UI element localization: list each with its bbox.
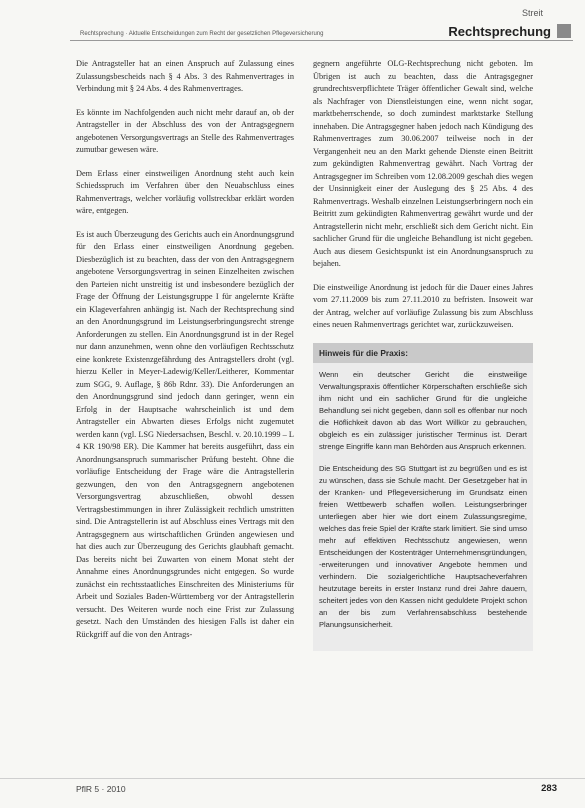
paragraph: gegnern angeführte OLG-Rechtsprechung nicht geboten. Im Übrigen ist auch zu beachten, dass die Antragsgegner grundrechtsverpflichtete Träger öffentlicher Gewalt sind, welche als Nachfrager von Dienstleistungen eine, wenn nicht sogar, marktbeherrschende, so doch zumindest marktstarke Stellung innehaben. Die Antragsgegner haben jedoch nach Kündigung des Rahmenvertrages zum 30.06.2007 teilweise noch in der Vergangenheit neu an den Markt gehende Dienste einen Beitritt zum gekündigten Rahmenvertrag gewährt. Nach Vortrag der Antragsgegner im Schreiben vom 12.08.2009 geschah dies wegen der Unsinnigkeit einer der Auslegung des § 25 Abs. 4 des Rahmenvertrags. Weshalb einzelnen Leistungserbringern noch ein Beitritt zum gekündigten Rahmenvertrag gewährt wurde und der Antragstellerin nicht mehr, erschließt sich dem Gericht nicht. Ein sachlicher Grund für die ungleiche Behandlung ist nicht gegeben. Auch aus diesem Gesichtspunkt ist ein Anordnungsanspruch zu bejahen. xyxy=(313,59,533,268)
page-header xyxy=(70,6,573,46)
header-bar xyxy=(70,22,573,41)
paragraph: Die einstweilige Anordnung ist jedoch für die Dauer eines Jahres vom 27.11.2009 bis zum 27.11.2010 zu befristen. Insoweit war der Antrag, welcher auf vorläufige Zulassung bis zum Abschluss eines neuen Rahmenvertrags gerichtet war, zurückzuweisen. xyxy=(313,282,533,329)
practice-note-paragraph: Wenn ein deutscher Gericht die einstweilige Verwaltungspraxis öffentlicher Körperschaften erschließe sich ihm nicht und ein sachlicher Grund für die ungleiche Behandlung sei nicht gegeben, dann soll es offenbar nur noch die Höflichkeit davon ab das Wort Willkür zu gebrauchen, obgleich es ein zulässiger juristischer Terminus ist. Derart strenge Eingriffe kann man Behörden aus Anspruch erkennen. xyxy=(319,370,527,451)
paragraph: Es ist auch Überzeugung des Gerichts auch ein Anordnungsgrund für den Erlass einer einstweiligen Anordnung gegeben. Diesbezüglich ist zu beachten, dass der von den Antragsgegnern angebotene Versorgungsvertrag in seinen Einzelheiten zwischen den Parteien nicht unstreitig ist und insbesondere bezüglich der Frage der Öffnung der Leistungsgruppe I für angelernte Kräfte ein Klageverfahren anhängig ist. Nach der Rechtsprechung sind an den Anordnungsgrund im Leistungserbringungsrecht strenge Anforderungen zu stellen. Ein Anordnungsgrund ist in der Regel nur dann anzunehmen, wenn ohne den vorläufigen Rechtsschutz eine konkrete Existenzgefährdung des Antragstellers droht (vgl. hierzu Keller in Meyer-Ladewig/Keller/Leitherer, Kommentar zum SGG, 9. Auflage, § 86b Rdnr. 33). Die Anforderungen an den Anordnungsgrund sind jedoch dann geringer, wenn ein Erfolg in der Hauptsache wahrscheinlich ist und dem Antragsteller ein Abwarten dieses Erfolgs nicht zugemutet werden kann (vgl. LSG Niedersachsen, Beschl. v. 20.10.1999 – L 4 KR 190/98 ER). Die Kammer hat bereits ausgeführt, dass ein Anordnungsanspruch summarischer Prüfung besteht. Ohne die vorläufige Entscheidung der Frage wäre die Antragstellerin gezwungen, den von den Antragsgegnern angebotenen Versorgungsvertrag abzuschließen, obwohl dessen Vertragsbestimmungen in ihrer Zulässigkeit rechtlich umstritten sind. Die Antragstellerin ist auf Abschluss eines Vertrags mit den Antragsgegnern aus wirtschaftlichen Gründen angewiesen und hat dies auch zur Überzeugung des Gerichts glaubhaft gemacht. Das bereits nicht bei Zuwarten von einem Monat steht der Annahme eines Anordnungsgrundes nicht entgegen. So wurde zunächst ein rechtsstaatliches Einschreiten des Ministeriums für Arbeit und Soziales Baden-Württemberg vor der Antragstellerin versucht. Des Weiteren wurde noch eine Frist zur Zulassung gesetzt. Nach den Umständen des hiesigen Falls ist daher ein Rückgriff auf die von den Antrags- xyxy=(76,229,294,639)
practice-note-body xyxy=(313,363,533,651)
page-number: 283 xyxy=(541,783,557,794)
footer-divider xyxy=(0,778,585,779)
header-marker xyxy=(557,24,571,38)
practice-note-paragraph: Die Entscheidung des SG Stuttgart ist zu begrüßen und es ist zu wünschen, dass sie Schule macht. Der Gesetzgeber hat in der Kranken- und Pflegeversicherung im Grundsatz einen freien Wettbewerb schaffen wollen. Leistungserbringer unterliegen aber hier wie dort einem Zulassungsregime, welches das freie Spiel der Kräfte stark limitiert. Sie sind umso mehr auf effektiven Rechtsschutz angewiesen, wenn Entscheidungen der Kostenträger Unternehmensgründungen, -erweiterungen und innovativer Angebote hemmen und verhindern. Die sozialgerichtliche Hauptsacheverfahren heutzutage bereits in erster Instanz rund drei Jahre dauern, scheitert jedes von den Kassen nicht geduldete Projekt schon an der bis zum Verfahrensabschluss bestehende Planungsunsicherheit. xyxy=(319,464,527,629)
section-label: Streit xyxy=(521,8,543,18)
journal-issue: PflR 5 · 2010 xyxy=(76,784,126,794)
paragraph: Die Antragsteller hat an einen Anspruch auf Zulassung eines Zulassungsbescheids nach § 4 Abs. 3 des Rahmenvertrages in Verbindung mit § 24 Abs. 4 des Rahmenvertrages. xyxy=(76,59,294,93)
practice-note-box xyxy=(313,343,533,652)
header-subtitle: Rechtsprechung · Aktuelle Entscheidungen zum Recht der gesetzlichen Pflegeversicherung xyxy=(80,31,324,37)
left-column xyxy=(76,58,294,652)
paragraph: Es könnte im Nachfolgenden auch nicht mehr darauf an, ob der Antragsteller in der Abschluss des von der Antragsgegnern angebotenen Versorgungsvertrags an Stelle des Rahmenvertrages zumutbar gewesen wäre. xyxy=(76,107,294,154)
practice-note-title: Hinweis für die Praxis: xyxy=(313,343,533,364)
paragraph: Dem Erlass einer einstweiligen Anordnung steht auch kein Schiedsspruch im Verfahren über den Neuabschluss eines Rahmenvertrags, welcher vorläufig vollstreckbar erklärt worden wäre, entgegen. xyxy=(76,168,294,215)
right-column xyxy=(313,58,533,651)
header-title: Rechtsprechung xyxy=(448,24,551,39)
